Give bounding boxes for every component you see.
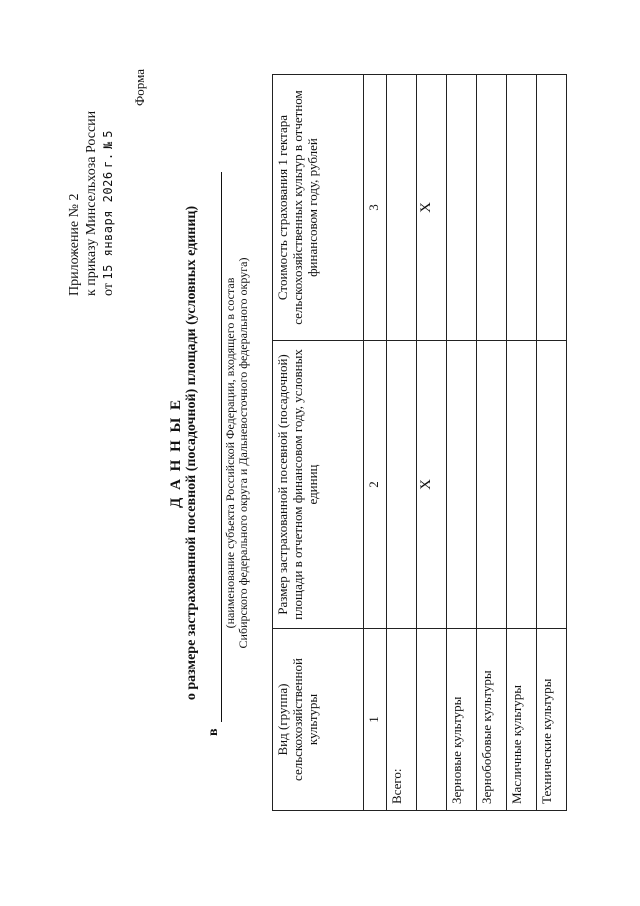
region-note xyxy=(224,0,250,906)
row-label: Зерновые культуры xyxy=(447,629,477,811)
appendix-title: Приложение № 2 xyxy=(67,193,82,296)
order-number-label: № xyxy=(101,141,115,149)
cell-area xyxy=(537,341,567,629)
cell-area: Х xyxy=(417,341,447,629)
region-blank-line xyxy=(221,172,222,722)
table-row xyxy=(447,75,477,811)
column-number: 2 xyxy=(364,341,387,629)
cell-area xyxy=(507,341,537,629)
region-note-line1: (наименование субъекта Российской Федерации, входящего в состав xyxy=(223,277,237,629)
date-prefix: от xyxy=(101,283,116,296)
appendix-order: к приказу Минсельхоза России xyxy=(84,110,99,296)
column-number-row xyxy=(364,75,387,811)
region-note-line2: Сибирского федерального округа и Дальневосточного федерального округа) xyxy=(236,257,250,649)
order-date: 15 января 2026 xyxy=(101,171,115,280)
row-label: Масличные культуры xyxy=(507,629,537,811)
table-row xyxy=(537,75,567,811)
cell-area xyxy=(447,341,477,629)
cell-cost xyxy=(387,75,417,341)
table-row xyxy=(417,75,447,811)
column-number: 1 xyxy=(364,629,387,811)
header-crop-type: Вид (группа) сельскохозяйственной культуры xyxy=(273,629,364,811)
appendix-date-line xyxy=(100,36,117,296)
cell-area xyxy=(477,341,507,629)
document-title: Д А Н Н Ы Е xyxy=(168,398,184,508)
cell-cost xyxy=(507,75,537,341)
column-number: 3 xyxy=(364,75,387,341)
row-label: Зернобобовые культуры xyxy=(477,629,507,811)
table-row xyxy=(387,75,417,811)
cell-area xyxy=(387,341,417,629)
cell-cost xyxy=(537,75,567,341)
cell-cost: Х xyxy=(417,75,447,341)
appendix-block xyxy=(66,36,117,296)
year-suffix: г. xyxy=(101,152,115,168)
row-label: Всего: xyxy=(387,629,417,811)
data-table xyxy=(272,74,567,811)
region-prefix: в xyxy=(206,728,221,736)
row-label xyxy=(417,629,447,811)
row-label: Технические культуры xyxy=(537,629,567,811)
header-insurance-cost: Стоимость страхования 1 гектара сельскохозяйственных культур в отчетном финансовом году, рублей xyxy=(273,75,364,341)
table-header-row xyxy=(273,75,364,811)
cell-cost xyxy=(477,75,507,341)
document-subtitle: о размере застрахованной посевной (посадочной) площади (условных единиц) xyxy=(184,205,199,701)
table-row xyxy=(507,75,537,811)
form-label: Форма xyxy=(132,69,147,106)
cell-cost xyxy=(447,75,477,341)
table-row xyxy=(477,75,507,811)
header-insured-area: Размер застрахованной посевной (посадочной) площади в отчетном финансовом году, условных единиц xyxy=(273,341,364,629)
order-number: 5 xyxy=(101,129,115,138)
